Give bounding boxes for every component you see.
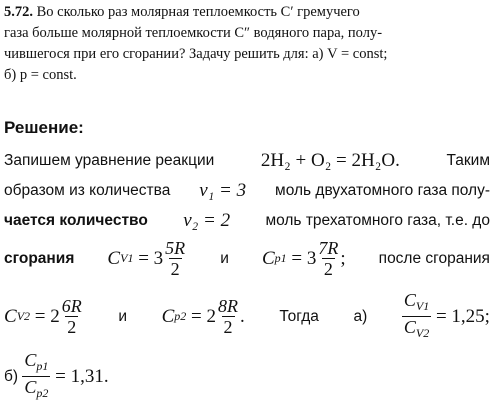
problem-number: 5.72. xyxy=(4,4,33,20)
nu2-value: ν₂ = 2 xyxy=(183,210,231,231)
solution-line-6: б) $\frac{C_{p1}}{C_{p2}}$ = 1,31 . xyxy=(4,350,490,403)
solution-heading: Решение: xyxy=(4,118,84,137)
solution-line-4: сгорания C V1 = 3 $\frac{5R}{2}$ и C p1 = 3 $\frac{7R}{2}$ ; после сгорания xyxy=(4,238,490,279)
problem-line-4: б) p = const. xyxy=(4,67,77,83)
cv1-formula: C V1 = 3 $\frac{5R}{2}$ xyxy=(107,238,186,279)
ratio-a: $\frac{C_{V1}}{C_{V2}}$ = 1,25 ; xyxy=(402,290,490,343)
solution-line-5: C V2 = 2 $\frac{6R}{2}$ и C p2 = 2 $\frac{8R}{2}$ . Тогда а) $\frac{C_{V1}}{C_{V2}}$ = 1,25 ; xyxy=(4,290,490,343)
nu1-value: ν₁ = 3 xyxy=(199,180,247,201)
cv2-formula: C V2 = 2 $\frac{6R}{2}$ xyxy=(4,296,82,337)
problem-line-3: чившегося при его сгорании? Задачу решить для: а) V = const; xyxy=(4,46,388,62)
problem-line-2: газа больше молярной теплоемкости C″ водяного пара, полу- xyxy=(4,25,383,41)
solution-line-2: образом из количества ν₁ = 3 моль двухатомного газа полу- xyxy=(4,180,490,201)
cp1-formula: C p1 = 3 $\frac{7R}{2}$ ; xyxy=(261,238,346,279)
cp2-formula: C p2 = 2 $\frac{8R}{2}$ . xyxy=(161,296,245,337)
problem-statement xyxy=(4,2,490,86)
problem-line-1: 5.72. Во сколько раз молярная теплоемкость C′ гремучего xyxy=(4,4,360,20)
solution-line-3: чается количество ν₂ = 2 моль трехатомного газа, т.е. до xyxy=(4,210,490,231)
ratio-b: $\frac{C_{p1}}{C_{p2}}$ = 1,31 . xyxy=(22,350,108,403)
solution-line-1: Запишем уравнение реакции 2H₂ + O₂ = 2H₂O. Таким xyxy=(4,150,490,171)
reaction-equation: 2H₂ + O₂ = 2H₂O. xyxy=(260,150,400,171)
